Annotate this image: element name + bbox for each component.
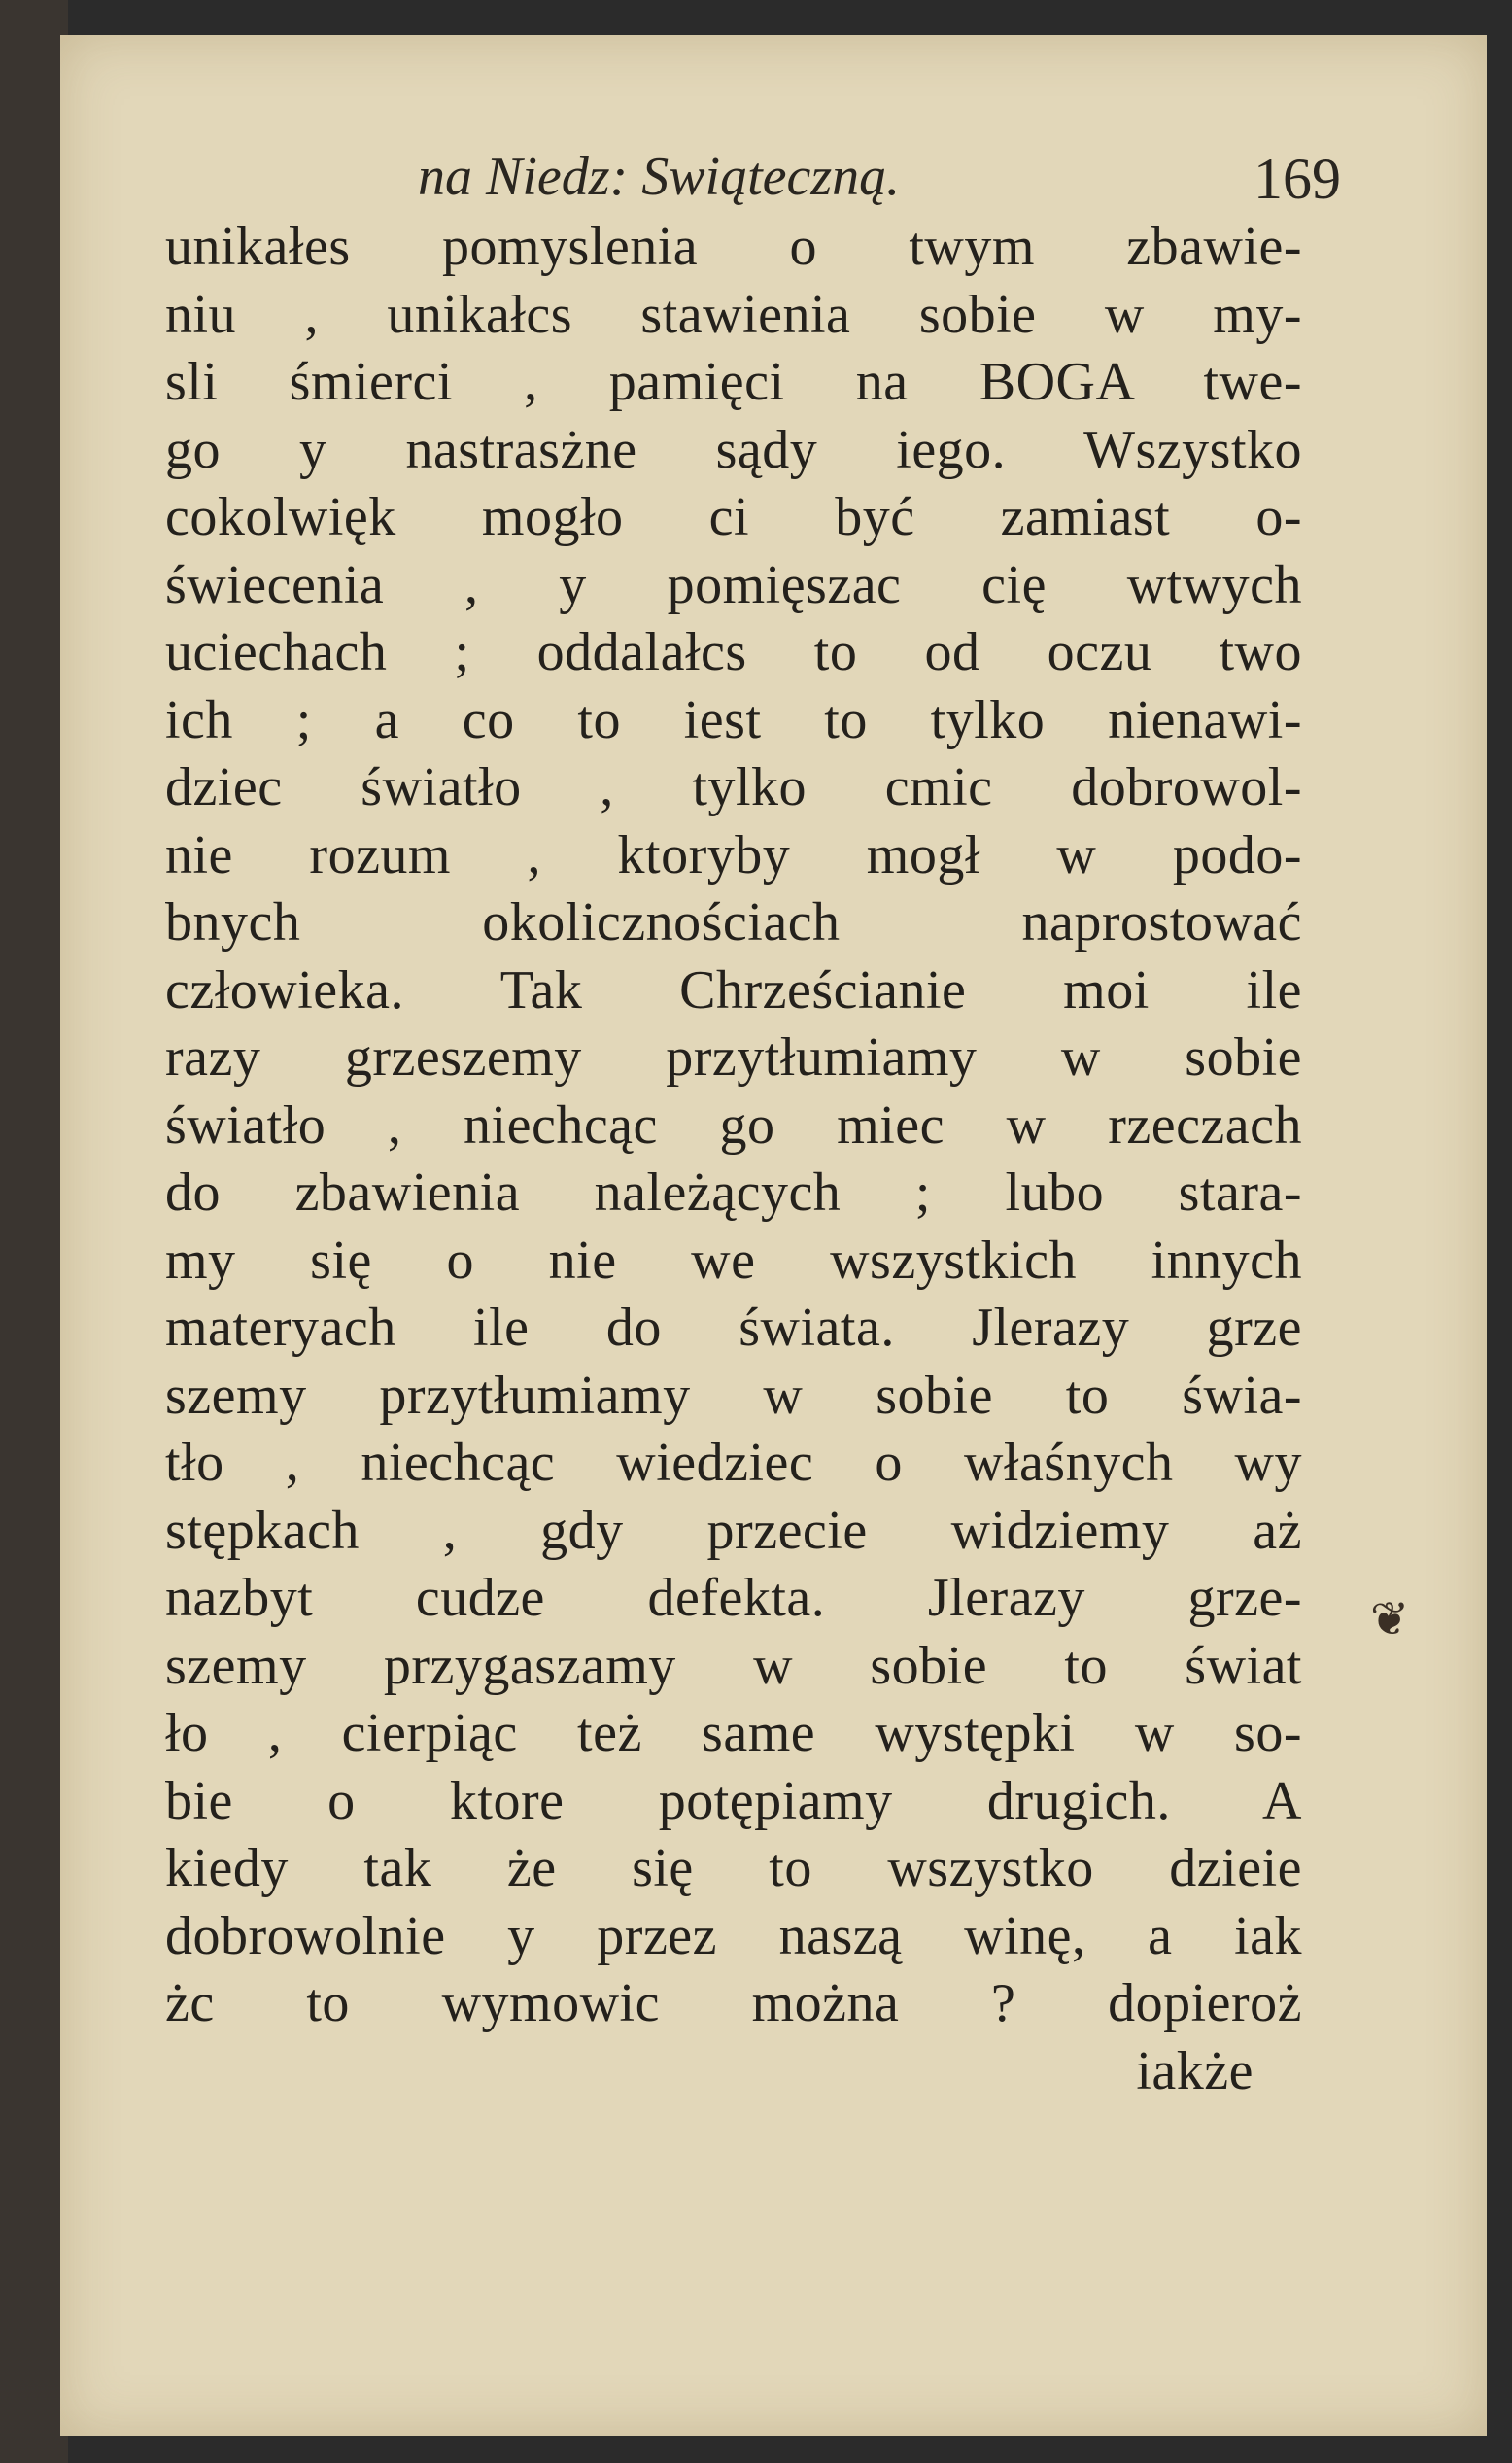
- text-line: szemy przytłumiamy w sobie to świa-: [165, 1365, 1302, 1426]
- page-number: 169: [1254, 147, 1341, 211]
- text-line: szemy przygaszamy w sobie to świat: [165, 1635, 1302, 1696]
- text-line: nie rozum , ktoryby mogł w podo-: [165, 824, 1302, 885]
- text-line: świecenia , y pomięszac cię wtwych: [165, 554, 1302, 615]
- text-line: niu , unikałcs stawienia sobie w my-: [165, 284, 1302, 345]
- text-line: materyach ile do świata. Jlerazy grze: [165, 1298, 1302, 1358]
- text-line: dobrowolnie y przez naszą winę, a iak: [165, 1905, 1302, 1966]
- text-line: kiedy tak że się to wszystko dzieie: [165, 1838, 1302, 1898]
- text-line: światło , niechcąc go miec w rzeczach: [165, 1094, 1302, 1156]
- header-title: na Niedz: Swiąteczną.: [418, 147, 901, 207]
- binding-edge: [0, 0, 68, 2463]
- text-line: razy grzeszemy przytłumiamy w sobie: [165, 1027, 1302, 1088]
- running-header: [360, 146, 1341, 214]
- text-line: ich ; a co to iest to tylko nienawi-: [165, 689, 1302, 750]
- text-line: my się o nie we wszystkich innych: [165, 1230, 1302, 1291]
- text-line: bnych okolicznościach naprostować: [165, 892, 1302, 953]
- text-line: stępkach , gdy przecie widziemy aż: [165, 1500, 1302, 1561]
- text-line: nazbyt cudze defekta. Jlerazy grze-: [165, 1568, 1302, 1628]
- text-line: ło , cierpiąc też same występki w so-: [165, 1703, 1302, 1763]
- text-line: żc to wymowic można ? dopieroż: [165, 1973, 1302, 2033]
- text-line: cokolwięk mogło ci być zamiast o-: [165, 487, 1302, 547]
- text-line: go y nastrasżne sądy iego. Wszystko: [165, 419, 1302, 480]
- text-line: człowieka. Tak Chrześcianie moi ile: [165, 959, 1302, 1021]
- text-line: do zbawienia należących ; lubo stara-: [165, 1162, 1302, 1223]
- text-line: sli śmierci , pamięci na BOGA twe-: [165, 352, 1302, 412]
- text-line: iakże: [1136, 2040, 1254, 2101]
- text-line: unikałes pomyslenia o twym zbawie-: [165, 217, 1302, 277]
- text-line: tło , niechcąc wiedziec o właśnych wy: [165, 1433, 1302, 1493]
- margin-mark-icon: ❦: [1370, 1594, 1410, 1646]
- body-text: [165, 214, 1302, 2105]
- text-line: bie o ktore potępiamy drugich. A: [165, 1770, 1302, 1831]
- text-line: dziec światło , tylko cmic dobrowol-: [165, 757, 1302, 817]
- text-line: uciechach ; oddalałcs to od oczu two: [165, 622, 1302, 682]
